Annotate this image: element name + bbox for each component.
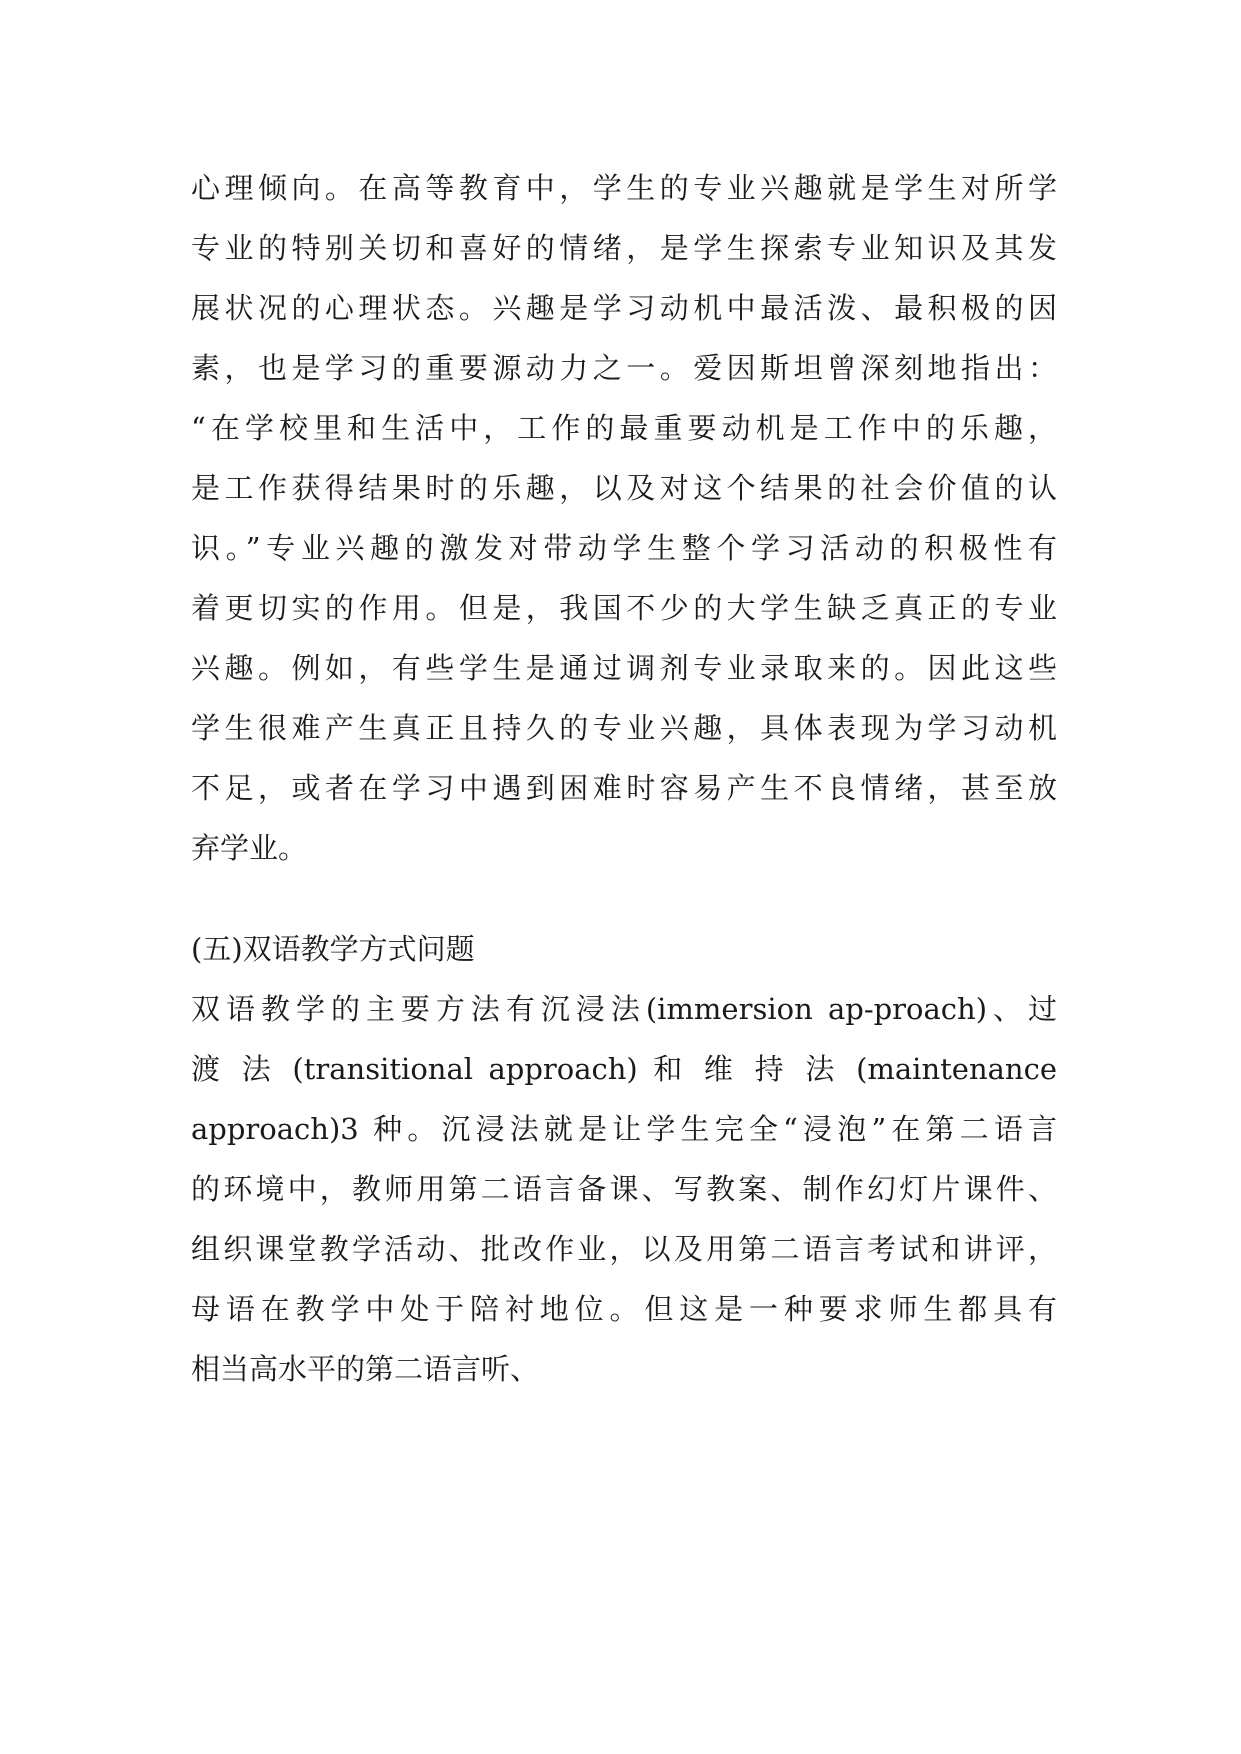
paragraph-1-line-8: 着更切实的作用。但是，我国不少的大学生缺乏真正的专业: [191, 591, 1057, 625]
paragraph-1-line-1: 心理倾向。在高等教育中，学生的专业兴趣就是学生对所学: [191, 171, 1057, 205]
paragraph-1-line-3: 展状况的心理状态。兴趣是学习动机中最活泼、最积极的因: [191, 291, 1057, 325]
paragraph-1-line-9: 兴趣。例如，有些学生是通过调剂专业录取来的。因此这些: [191, 651, 1057, 685]
paragraph-2-line-4: 的环境中，教师用第二语言备课、写教案、制作幻灯片课件、: [191, 1172, 1057, 1206]
paragraph-2-line-2: 渡 法 (transitional approach) 和 维 持 法 (maintenance: [191, 1052, 1057, 1086]
paragraph-1-line-6: 是工作获得结果时的乐趣，以及对这个结果的社会价值的认: [191, 471, 1057, 505]
paragraph-1-line-11: 不足，或者在学习中遇到困难时容易产生不良情绪，甚至放: [191, 771, 1057, 805]
paragraph-1-line-4: 素，也是学习的重要源动力之一。爱因斯坦曾深刻地指出：: [191, 351, 1057, 385]
paragraph-1-line-2: 专业的特别关切和喜好的情绪，是学生探索专业知识及其发: [191, 231, 1057, 265]
paragraph-1-line-5: “在学校里和生活中，工作的最重要动机是工作中的乐趣，: [191, 411, 1057, 445]
paragraph-2-line-6: 母语在教学中处于陪衬地位。但这是一种要求师生都具有: [191, 1292, 1057, 1326]
section-heading: (五)双语教学方式问题: [191, 932, 475, 966]
paragraph-1-line-12: 弃学业。: [191, 831, 308, 865]
paragraph-2-line-1: 双语教学的主要方法有沉浸法(immersion ap-proach)、过: [191, 992, 1057, 1026]
paragraph-2-line-7: 相当高水平的第二语言听、: [191, 1352, 540, 1386]
paragraph-1-line-7: 识。”专业兴趣的激发对带动学生整个学习活动的积极性有: [191, 531, 1057, 565]
paragraph-2-line-5: 组织课堂教学活动、批改作业，以及用第二语言考试和讲评，: [191, 1232, 1057, 1266]
paragraph-1-line-10: 学生很难产生真正且持久的专业兴趣，具体表现为学习动机: [191, 711, 1057, 745]
paragraph-2-line-3: approach)3 种。沉浸法就是让学生完全“浸泡”在第二语言: [191, 1112, 1057, 1146]
